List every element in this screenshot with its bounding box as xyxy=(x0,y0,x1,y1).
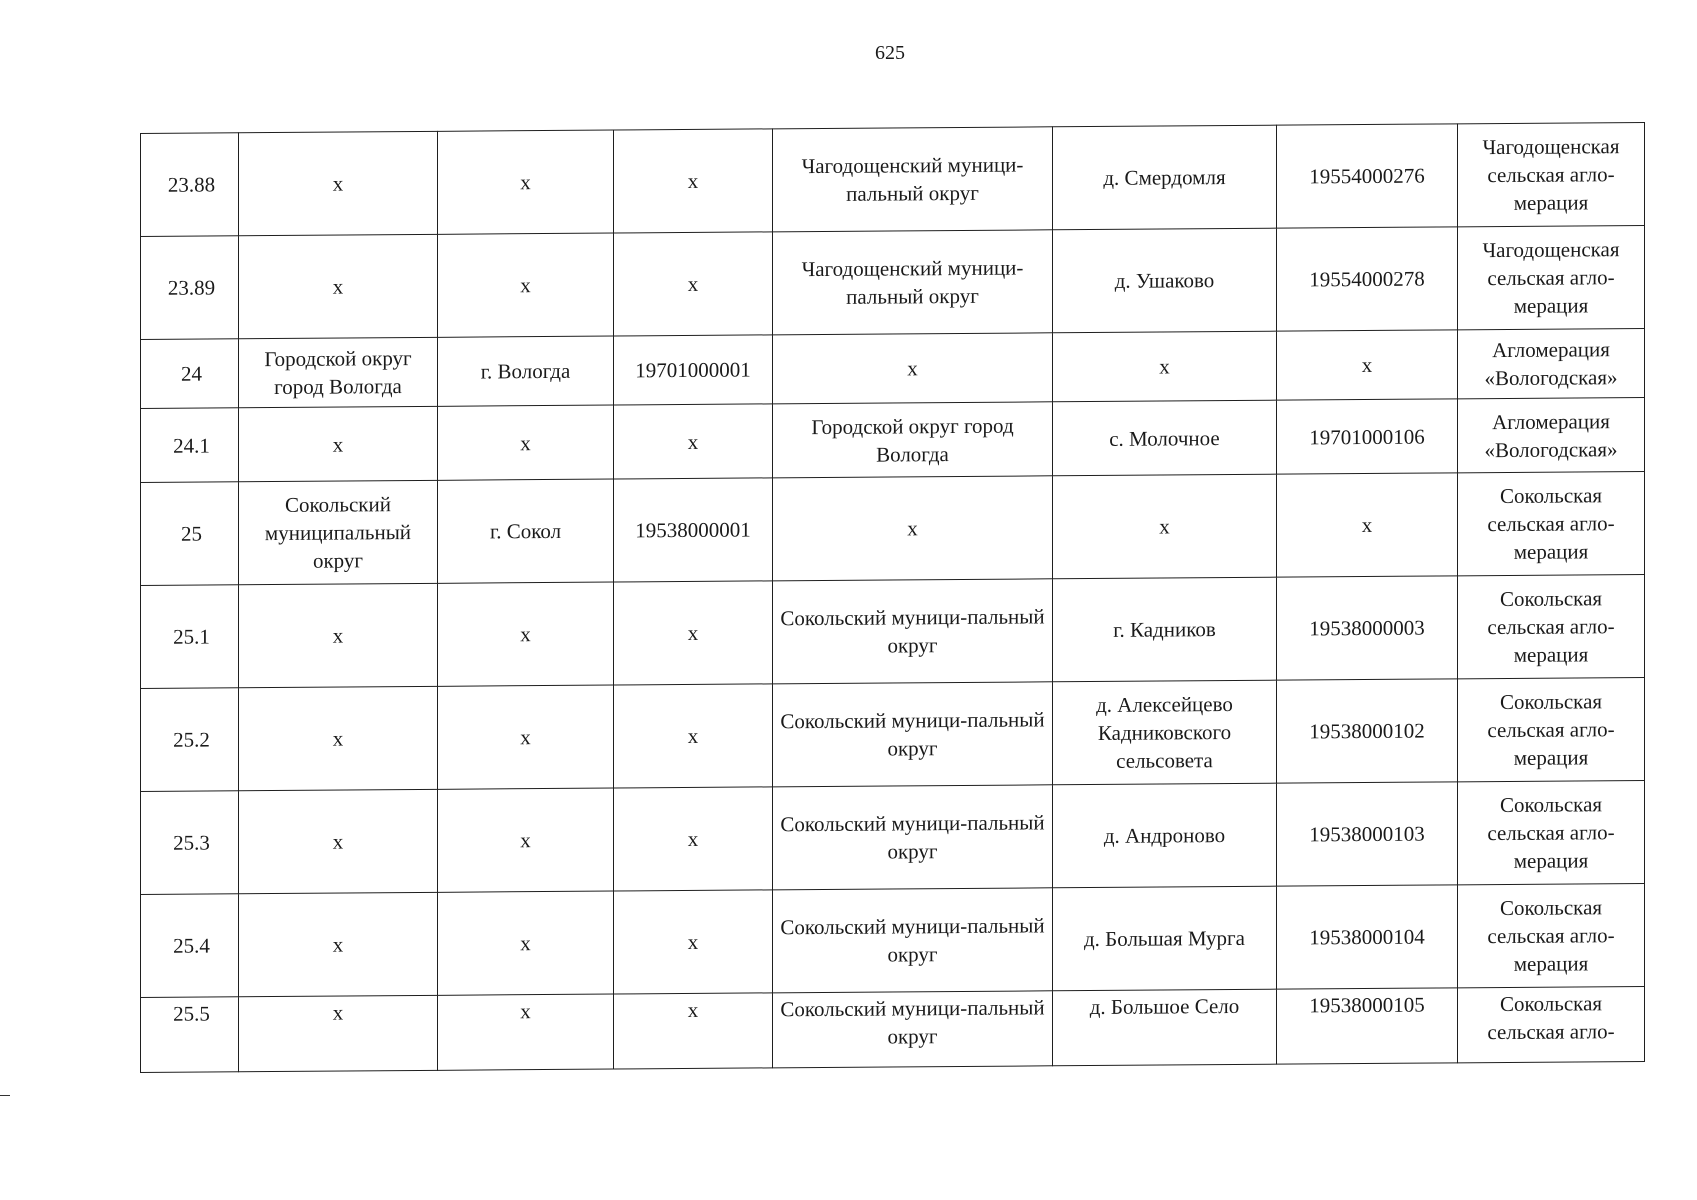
agglomeration-cell: Агломерация «Вологодская» xyxy=(1458,397,1645,472)
oktmo-cell: х xyxy=(614,684,773,788)
row-number: 25.2 xyxy=(141,688,239,792)
district-cell: х xyxy=(239,131,438,235)
settlement-cell: д. Андроново xyxy=(1053,783,1277,888)
table-row xyxy=(141,677,1645,791)
row-number: 25.3 xyxy=(141,791,239,895)
table-row xyxy=(141,986,1645,1072)
settlement-oktmo-cell: 19554000278 xyxy=(1277,227,1458,331)
district-cell: х xyxy=(239,789,438,893)
municipality-cell: Сокольский муници-пальный округ xyxy=(773,785,1053,890)
row-number: 25.5 xyxy=(141,997,239,1073)
oktmo-cell: 19701000001 xyxy=(614,335,773,405)
center-cell: г. Вологда xyxy=(438,336,614,406)
district-cell: х xyxy=(239,892,438,996)
page-number: 625 xyxy=(875,42,905,64)
oktmo-cell: х xyxy=(614,581,773,685)
district-cell: х xyxy=(239,583,438,687)
district-cell: Сокольский муниципальный округ xyxy=(239,480,438,584)
row-number: 25.1 xyxy=(141,585,239,689)
agglomeration-cell: Агломерация «Вологодская» xyxy=(1458,328,1645,398)
oktmo-cell: х xyxy=(614,129,773,233)
center-cell: г. Сокол xyxy=(438,479,614,583)
row-number: 25.4 xyxy=(141,894,239,998)
district-cell: х xyxy=(239,995,438,1071)
settlement-cell: д. Алексейцево Кадниковского сельсовета xyxy=(1053,680,1277,785)
municipality-cell: Чагодощенский муници-пальный округ xyxy=(773,230,1053,335)
settlement-oktmo-cell: 19538000105 xyxy=(1277,988,1458,1064)
settlement-cell: х xyxy=(1053,474,1277,579)
oktmo-cell: 19538000001 xyxy=(614,478,773,582)
agglomeration-cell: Чагодощенская сельская агло-мерация xyxy=(1458,122,1645,226)
table-row xyxy=(141,471,1645,585)
oktmo-cell: х xyxy=(614,787,773,891)
settlement-cell: д. Большая Мурга xyxy=(1053,886,1277,991)
settlement-oktmo-cell: х xyxy=(1277,330,1458,400)
center-cell: х xyxy=(438,788,614,892)
center-cell: х xyxy=(438,130,614,234)
municipality-cell: Сокольский муници-пальный округ xyxy=(773,682,1053,787)
district-cell: х xyxy=(239,406,438,481)
row-number: 23.89 xyxy=(141,236,239,340)
oktmo-cell: х xyxy=(614,890,773,994)
settlement-cell: д. Ушаково xyxy=(1053,228,1277,333)
settlement-oktmo-cell: 19538000102 xyxy=(1277,679,1458,783)
table-row xyxy=(141,883,1645,997)
margin-mark xyxy=(0,1095,10,1096)
municipality-cell: Сокольский муници-пальный округ xyxy=(773,888,1053,993)
center-cell: х xyxy=(438,582,614,686)
municipality-cell: х xyxy=(773,476,1053,581)
table-row xyxy=(141,328,1645,408)
center-cell: х xyxy=(438,994,614,1070)
center-cell: х xyxy=(438,405,614,480)
settlement-oktmo-cell: х xyxy=(1277,473,1458,577)
agglomeration-cell: Сокольская сельская агло-мерация xyxy=(1458,574,1645,678)
settlement-oktmo-cell: 19538000103 xyxy=(1277,782,1458,886)
oktmo-cell: х xyxy=(614,993,773,1069)
table-row xyxy=(141,225,1645,339)
oktmo-cell: х xyxy=(614,232,773,336)
settlement-oktmo-cell: 19538000003 xyxy=(1277,576,1458,680)
center-cell: х xyxy=(438,891,614,995)
settlement-oktmo-cell: 19701000106 xyxy=(1277,399,1458,474)
settlements-table-wrapper xyxy=(140,122,1644,1073)
agglomeration-cell: Сокольская сельская агло-мерация xyxy=(1458,780,1645,884)
settlement-cell: х xyxy=(1053,331,1277,402)
table-row xyxy=(141,574,1645,688)
oktmo-cell: х xyxy=(614,404,773,479)
settlement-oktmo-cell: 19554000276 xyxy=(1277,124,1458,228)
agglomeration-cell: Сокольская сельская агло- xyxy=(1458,986,1645,1062)
center-cell: х xyxy=(438,233,614,337)
municipality-cell: Городской округ город Вологда xyxy=(773,402,1053,478)
row-number: 23.88 xyxy=(141,133,239,237)
district-cell: х xyxy=(239,686,438,790)
table-row xyxy=(141,122,1645,236)
municipality-cell: Чагодощенский муници-пальный округ xyxy=(773,127,1053,232)
settlement-oktmo-cell: 19538000104 xyxy=(1277,885,1458,989)
row-number: 24.1 xyxy=(141,408,239,483)
agglomeration-cell: Сокольская сельская агло-мерация xyxy=(1458,883,1645,987)
municipality-cell: Сокольский муници-пальный округ xyxy=(773,991,1053,1068)
agglomeration-cell: Сокольская сельская агло-мерация xyxy=(1458,471,1645,575)
municipality-cell: х xyxy=(773,333,1053,404)
settlement-cell: д. Большое Село xyxy=(1053,989,1277,1066)
district-cell: х xyxy=(239,234,438,338)
table-row xyxy=(141,780,1645,894)
district-cell: Городской округ город Вологда xyxy=(239,337,438,407)
row-number: 24 xyxy=(141,339,239,409)
agglomeration-cell: Чагодощенская сельская агло-мерация xyxy=(1458,225,1645,329)
center-cell: х xyxy=(438,685,614,789)
row-number: 25 xyxy=(141,482,239,586)
settlement-cell: д. Смердомля xyxy=(1053,125,1277,230)
settlement-cell: с. Молочное xyxy=(1053,400,1277,476)
settlements-table xyxy=(140,122,1645,1073)
table-row xyxy=(141,397,1645,482)
agglomeration-cell: Сокольская сельская агло-мерация xyxy=(1458,677,1645,781)
municipality-cell: Сокольский муници-пальный округ xyxy=(773,579,1053,684)
settlement-cell: г. Кадников xyxy=(1053,577,1277,682)
